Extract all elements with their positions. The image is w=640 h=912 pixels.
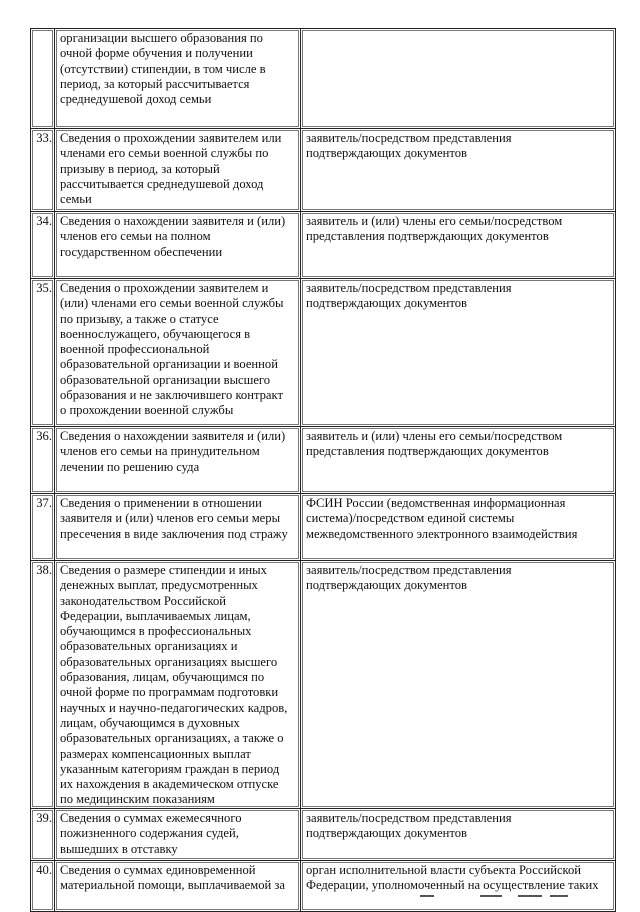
- information-name: Сведения о прохождении заявителем и (или) членами его семьи военной службы по призыву, а также о статусе военнослужащего, обучающегося в военной профессиональной образовательной организации и военной образовательной организации высшего образования и не заключившего контракт о прохождении военной службы: [60, 281, 284, 418]
- information-source-cell: [301, 279, 616, 427]
- information-source-cell: [301, 129, 616, 212]
- information-name-cell: [55, 861, 301, 912]
- information-source-cell: [301, 809, 616, 861]
- row-number: 37.: [36, 496, 52, 510]
- information-name: Сведения о суммах единовременной материальной помощи, выплачиваемой за: [60, 863, 285, 893]
- information-source: заявитель/посредством представления подтверждающих документов: [306, 563, 512, 593]
- information-source: заявитель и (или) члены его семьи/посредством представления подтверждающих документов: [306, 214, 563, 244]
- information-name: Сведения о размере стипендии и иных денежных выплат, предусмотренных законодательством Российской Федерации, выплачиваемых лицам, обучающимся в профессиональных образовательных организациях и образовательных организациях высшего образования, лицам, обучающимся по очной форме по программам подготовки научных и научно-педагогических кадров, лицам, обучающимся в духовных образовательных организациях, а также о размерах компенсационных выплат указанным категориям граждан в период их нахождения в академическом отпуске по медицинским показаниям: [60, 563, 288, 807]
- information-name-cell: [55, 561, 301, 809]
- row-number: 36.: [36, 429, 52, 443]
- row-number: 34.: [36, 214, 52, 228]
- information-name-cell: [55, 494, 301, 561]
- information-name-cell: [55, 129, 301, 212]
- information-name: Сведения о применении в отношении заявителя и (или) членов его семьи меры пресечения в виде заключения под стражу: [60, 496, 288, 541]
- information-name-cell: [55, 427, 301, 494]
- row-number: 40.: [36, 863, 52, 877]
- document-page: [30, 28, 616, 912]
- table-row: [31, 809, 616, 861]
- row-number: 33.: [36, 131, 52, 145]
- information-name: Сведения о нахождении заявителя и (или) членов его семьи на полном государственном обеспечении: [60, 214, 286, 259]
- row-number-cell: [31, 494, 55, 561]
- information-name: организации высшего образования по очной форме обучения и получении (отсутствии) стипендии, в том числе в период, за который рассчитывается среднедушевой доход семьи: [60, 31, 266, 107]
- row-number-cell: [31, 809, 55, 861]
- information-source: орган исполнительной власти субъекта Российской Федерации, уполномоченный на осуществление таких: [306, 863, 599, 893]
- information-name: Сведения о прохождении заявителем или членами его семьи военной службы по призыву в период, за который рассчитывается среднедушевой доход семьи: [60, 131, 282, 207]
- information-name: Сведения о суммах ежемесячного пожизненного содержания судей, вышедших в отставку: [60, 811, 242, 856]
- information-name-cell: [55, 212, 301, 279]
- information-source: ФСИН России (ведомственная информационная система)/посредством единой системы межведомственного электронного взаимодействия: [306, 496, 578, 541]
- row-number-cell: [31, 561, 55, 809]
- row-number-cell: [31, 861, 55, 912]
- information-source-cell: [301, 861, 616, 912]
- table-row: [31, 212, 616, 279]
- information-source: заявитель и (или) члены его семьи/посредством представления подтверждающих документов: [306, 429, 563, 459]
- row-number-cell: [31, 427, 55, 494]
- table-row: [31, 279, 616, 427]
- row-number-cell: [31, 279, 55, 427]
- information-source: заявитель/посредством представления подтверждающих документов: [306, 281, 512, 311]
- information-name: Сведения о нахождении заявителя и (или) членов его семьи на принудительном лечении по решению суда: [60, 429, 286, 474]
- information-source-cell: [301, 494, 616, 561]
- information-source-cell: [301, 212, 616, 279]
- table-row: [31, 29, 616, 129]
- row-number: 39.: [36, 811, 52, 825]
- row-number: 38.: [36, 563, 52, 577]
- row-number-cell: [31, 212, 55, 279]
- table-row: [31, 561, 616, 809]
- information-name-cell: [55, 29, 301, 129]
- row-number-cell: [31, 129, 55, 212]
- table-row: [31, 861, 616, 912]
- information-source-cell: [301, 427, 616, 494]
- table-row: [31, 129, 616, 212]
- information-source: заявитель/посредством представления подтверждающих документов: [306, 811, 512, 841]
- page-footer-marks: [420, 893, 620, 901]
- table-row: [31, 427, 616, 494]
- table-body: [31, 29, 616, 912]
- information-sources-table: [30, 28, 616, 912]
- information-name-cell: [55, 279, 301, 427]
- row-number: 35.: [36, 281, 52, 295]
- table-row: [31, 494, 616, 561]
- row-number-cell: [31, 29, 55, 129]
- information-source-cell: [301, 29, 616, 129]
- information-source: заявитель/посредством представления подтверждающих документов: [306, 131, 512, 161]
- information-name-cell: [55, 809, 301, 861]
- information-source-cell: [301, 561, 616, 809]
